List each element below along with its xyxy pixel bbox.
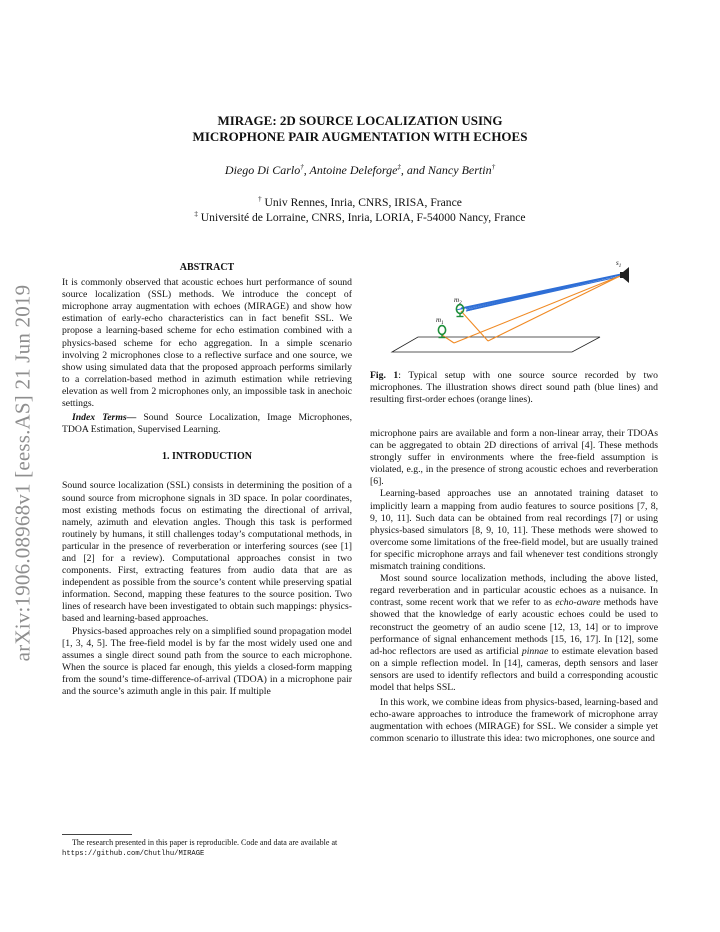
author-2: Antoine Deleforge	[309, 163, 398, 177]
direct-path-m1e	[461, 274, 621, 308]
paper-title-line-1: MIRAGE: 2D SOURCE LOCALIZATION USING	[217, 113, 503, 128]
right-column	[370, 428, 658, 745]
direct-paths	[456, 274, 622, 311]
echo-in-1	[461, 311, 488, 341]
affiliation-1-text: Univ Rennes, Inria, CNRS, IRISA, France	[261, 196, 462, 209]
right-paragraph-4: In this work, we combine ideas from physics-based, learning-based and echo-aware approaches to introduce the framework of microphone array augmentation with echoes (MIRAGE) for SSL. We consider a simple yet common scenario to illustrate this idea: two microphones, one source and	[370, 697, 658, 745]
arxiv-id: arXiv:1906.08968v1 [eess.AS] 21 Jun 2019	[10, 284, 35, 662]
author-sep-1: ,	[303, 163, 310, 177]
paper-title-line-2: MICROPHONE PAIR AUGMENTATION WITH ECHOES	[192, 129, 528, 144]
figure-1-illustration	[370, 255, 660, 360]
author-3: Nancy Bertin	[427, 163, 492, 177]
right-paragraph-3-c: to estimate elevation based on a simple reflection model. In [14], cameras, depth sensors and laser sensors are used to identify reflectors and build a corresponding acoustic model that helps SSL.	[370, 645, 658, 693]
footnote	[62, 838, 354, 859]
footnote-url[interactable]: https://github.com/Chutlhu/MIRAGE	[62, 850, 205, 858]
microphone-m1-icon	[438, 326, 445, 338]
index-terms-text: Sound Source Localization, Image Microphones, TDOA Estimation, Supervised Learning.	[62, 412, 352, 436]
echo-in-2	[442, 335, 454, 343]
intro-paragraph-1: Sound source localization (SSL) consists in determining the position of a sound source from microphone signals in 3D space. In polar coordinates, most existing methods focus on estimating the directional of arrival, namely, azimuth and elevation angles. Though this task is performed routinely by humans, it still challenges today’s computational methods, in particular in the presence of reverberation or interfering sources (see [1] and [2] for a review). Computational approaches consist in two components. First, extracting features from audio data that are as independent as possible from the source’s content while preserving spatial information. Second, mapping these features to the source position. Two lines of research have been investigated to obtain such mappings: physics-based and learning-based approaches.	[62, 480, 352, 625]
affiliation-1	[0, 196, 720, 209]
direct-path-upper	[466, 275, 620, 309]
abstract-heading: ABSTRACT	[179, 262, 235, 273]
author-2-mark: ‡	[397, 163, 401, 171]
index-terms-label: Index Terms—	[72, 412, 137, 424]
right-paragraph-3-b: methods have showed that the knowledge of early acoustic echoes could be used to reconstruct the geometry of an audio scene [12, 13, 14] or to improve performance of signal enhancement methods [15, 16, 17]. In [12], some ad-hoc reflectors are used as artificial	[370, 597, 658, 657]
mic-m2-label: $m_2$	[454, 296, 462, 306]
direct-path-m1c	[466, 276, 622, 311]
right-paragraph-3	[370, 573, 658, 694]
right-paragraph-3-a: Most sound source localization methods, including the above listed, regard reverberation and in particular acoustic echoes as a nuisance. In contrast, some recent work that we refer to as	[370, 573, 658, 609]
figure-1-caption-text: : Typical setup with one source source recorded by two microphones. The illustration shows direct sound path (blue lines) and resulting first-order echoes (orange lines).	[370, 370, 658, 405]
footnote-rule	[62, 834, 132, 835]
speaker-source-icon	[620, 267, 629, 283]
author-1-mark: †	[300, 163, 304, 171]
affiliation-2-text: Université de Lorraine, CNRS, Inria, LORIA, F-54000 Nancy, France	[197, 211, 526, 224]
affiliation-1-mark: †	[258, 195, 262, 204]
author-3-mark: †	[491, 163, 496, 171]
index-terms	[62, 412, 352, 436]
echo-out-2	[454, 276, 620, 343]
author-sep-2: , and	[400, 163, 428, 177]
intro-paragraph-2: Physics-based approaches rely on a simplified sound propagation model [1, 3, 4, 5]. The free-field model is by far the most widely used one and assumes a single direct sound path from the source to each microphone. When the source is placed far enough, this yields a closed-form mapping from the sound’s time-difference-of-arrival (TDOA) in a microphone pair and the source’s azimuth angle in this pair. If multiple	[62, 625, 352, 697]
author-list	[0, 163, 720, 178]
footnote-text: The research presented in this paper is reproducible. Code and data are available at	[72, 838, 338, 847]
right-paragraph-2: Learning-based approaches use an annotated training dataset to implicitly learn a mapping from audio features to source positions [7, 8, 9, 10, 11]. Such data can be obtained from real recordings [7] or using physics-based simulators [8, 9, 10, 11]. These methods were showed to overcome some limitations of the free-field model, but are usually trained for specific microphone arrays and fail whenever test conditions strongly mismatch training conditions.	[370, 488, 658, 573]
abstract-text: It is commonly observed that acoustic echoes hurt performance of sound source localization (SSL) methods. We introduce the concept of microphone array augmentation with echoes (MIRAGE) and show how estimation of early-echo characteristics can in fact benefit SSL. We propose a learning-based scheme for echo estimation combined with a physics-based scheme for echo aggregation. In a simple scenario involving 2 microphones close to a reflective surface and one source, we show using simulated data that the proposed approach performs similarly to a correlation-based method in azimuth estimation while retrieving elevation as well from 2 microphones only, an impossible task in anechoic settings.	[62, 277, 352, 410]
echo-out-1	[488, 276, 620, 341]
author-1: Diego Di Carlo	[224, 163, 301, 177]
left-column	[62, 262, 352, 698]
microphone-m2-icon	[456, 305, 463, 317]
figure-1-caption	[370, 370, 658, 406]
pinnae-term: pinnae	[521, 645, 549, 657]
figure-1-caption-label: Fig. 1	[370, 370, 399, 381]
mic-m1-label: $m_1$	[436, 316, 444, 326]
affiliation-2	[0, 211, 720, 224]
source-label: $s_1$	[616, 259, 622, 269]
right-paragraph-1: microphone pairs are available and form a non-linear array, their TDOAs can be aggregated to obtain 2D directions of arrival [4]. These methods strongly suffer in environments where the free-field assumption is violated, e.g., in the presence of strong acoustic echoes and reverberation [6].	[370, 428, 658, 488]
echo-aware-term: echo-aware	[555, 597, 601, 609]
arxiv-stamp	[8, 248, 38, 698]
intro-heading: 1. INTRODUCTION	[161, 451, 252, 463]
reflective-surface	[392, 337, 600, 352]
affiliation-2-mark: ‡	[194, 210, 198, 219]
